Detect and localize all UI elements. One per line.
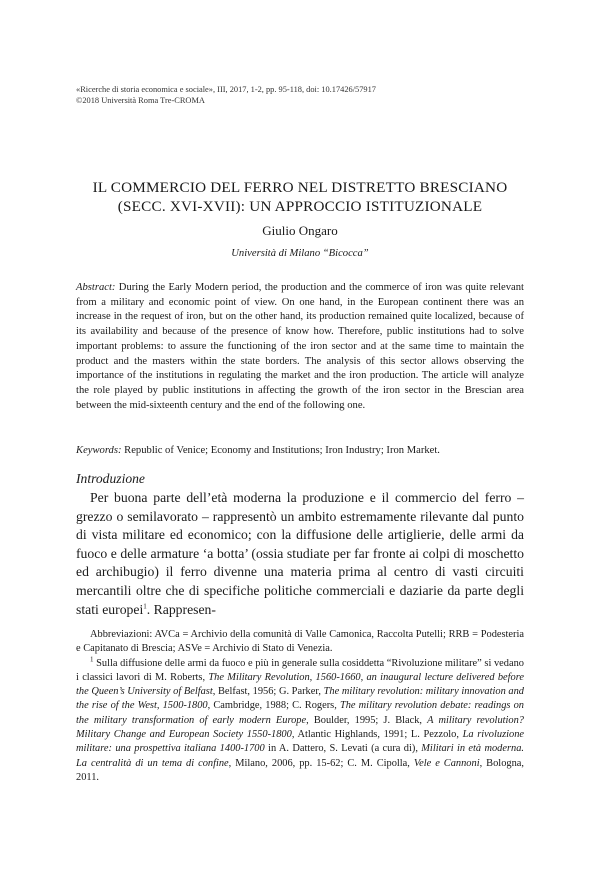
abstract-label: Abstract: xyxy=(76,282,116,293)
abstract-text: During the Early Modern period, the production and the commerce of iron was quite relevant from a military and economic point of view. On one hand, in the European continent there was an increase in the request of iron, but on the other hand, its production remained quite localized, because of its availability and because of the presence of know how. Therefore, public institutions had to solve important problems: to assure the functioning of the iron sector and at the same time to maintain the product and the masters within the state borders. The analysis of this sector allows observing the importance of the institutions in regulating the market and the iron production. The article will analyze the role played by public institutions in affecting the growth of the iron sector in the Brescian area between the mid-sixteenth century and the end of the following one. xyxy=(76,282,524,411)
abstract xyxy=(76,281,524,413)
footnote-1-work-title: The military revolution debate: readings on the military transformation of early modern Europe xyxy=(76,700,524,726)
introduction-text: Per buona parte dell’età moderna la produzione e il commercio del ferro – grezzo o semilavorato – rappresentò un ambito estremamente rilevante dal punto di vista militare ed economico; con la diffusione delle artiglierie, delle armi da fuoco e delle armature ‘a botta’ (ossia studiate per far fronte ai colpi di moschetto ed archibugio) il ferro divenne una materia prima al centro di vasti circuiti mercantili oltre che di specifiche politiche commerciali e daziarie da parte degli stati europei xyxy=(76,490,524,617)
article-title-line-2: (SECC. XVI-XVII): UN APPROCCIO ISTITUZIONALE xyxy=(117,198,483,215)
footnote-1-number: 1 xyxy=(90,655,94,664)
footnote-1-work-title: A military revolution? Military Change and European Society 1550-1800 xyxy=(76,714,524,741)
article-title xyxy=(40,178,560,216)
footnote-1-text: , Bologna, 2011. xyxy=(76,757,524,783)
article-title-line-1: IL COMMERCIO DEL FERRO NEL DISTRETTO BRESCIANO xyxy=(92,179,508,196)
footnote-1-work-title: Militari in età moderna. La centralità di un tema di confine xyxy=(76,743,524,769)
introduction-text-tail: . Rappresen- xyxy=(146,601,216,617)
introduction-paragraph xyxy=(76,489,524,619)
footnote-1-text: , Atlantic Highlands, 1991; L. Pezzolo, xyxy=(291,729,463,741)
footnote-1-work-title: The Military Revolution, 1560-1660, an inaugural lecture delivered before the Queen’s University of Belfast xyxy=(76,671,524,698)
footnote-1-work-title: La rivoluzione militare: una prospettiva italiana 1400-1700 xyxy=(76,729,524,755)
footnote-1-text: , Boulder, 1995; J. Black, xyxy=(306,714,428,726)
keywords-text: Republic of Venice; Economy and Institutions; Iron Industry; Iron Market. xyxy=(121,445,440,456)
author-affiliation: Università di Milano “Bicocca” xyxy=(231,248,369,259)
footnote-1-text: , Cambridge, 1988; C. Rogers, xyxy=(207,700,340,712)
footnote-ref-1[interactable]: 1 xyxy=(143,602,147,610)
footnotes xyxy=(76,628,524,785)
footnote-1-work-title: Vele e Cannoni xyxy=(413,757,480,769)
journal-header xyxy=(76,84,536,106)
footnote-1 xyxy=(76,657,524,786)
footnote-1-text: Sulla diffusione delle armi da fuoco e più in generale sulla cosiddetta “Rivoluzione militare” si vedano i classici lavori di M. Roberts, xyxy=(76,657,524,683)
keywords xyxy=(76,444,524,458)
footnote-1-text: , Belfast, 1956; G. Parker, xyxy=(212,686,324,698)
copyright-line: ©2018 Università Roma Tre-CROMA xyxy=(76,96,205,105)
footnote-1-work-title: The military revolution: military innovation and the rise of the West, 1500-1800 xyxy=(76,686,525,712)
journal-citation: «Ricerche di storia economica e sociale», III, 2017, 1-2, pp. 95-118, doi: 10.17426/57917 xyxy=(76,85,376,94)
keywords-label: Keywords: xyxy=(76,445,122,456)
footnote-1-text: , Milano, 2006, pp. 15-62; C. M. Cipolla, xyxy=(228,757,414,769)
author-name: Giulio Ongaro xyxy=(262,223,338,238)
footnote-abbreviations: Abbreviazioni: AVCa = Archivio della comunità di Valle Camonica, Raccolta Putelli; RRB = Podesteria e Capitanato di Brescia; ASVe = Archivio di Stato di Venezia. xyxy=(76,629,524,655)
footnote-1-text: in A. Dattero, S. Levati (a cura di), xyxy=(264,743,422,755)
section-heading-introduzione: Introduzione xyxy=(76,471,145,486)
